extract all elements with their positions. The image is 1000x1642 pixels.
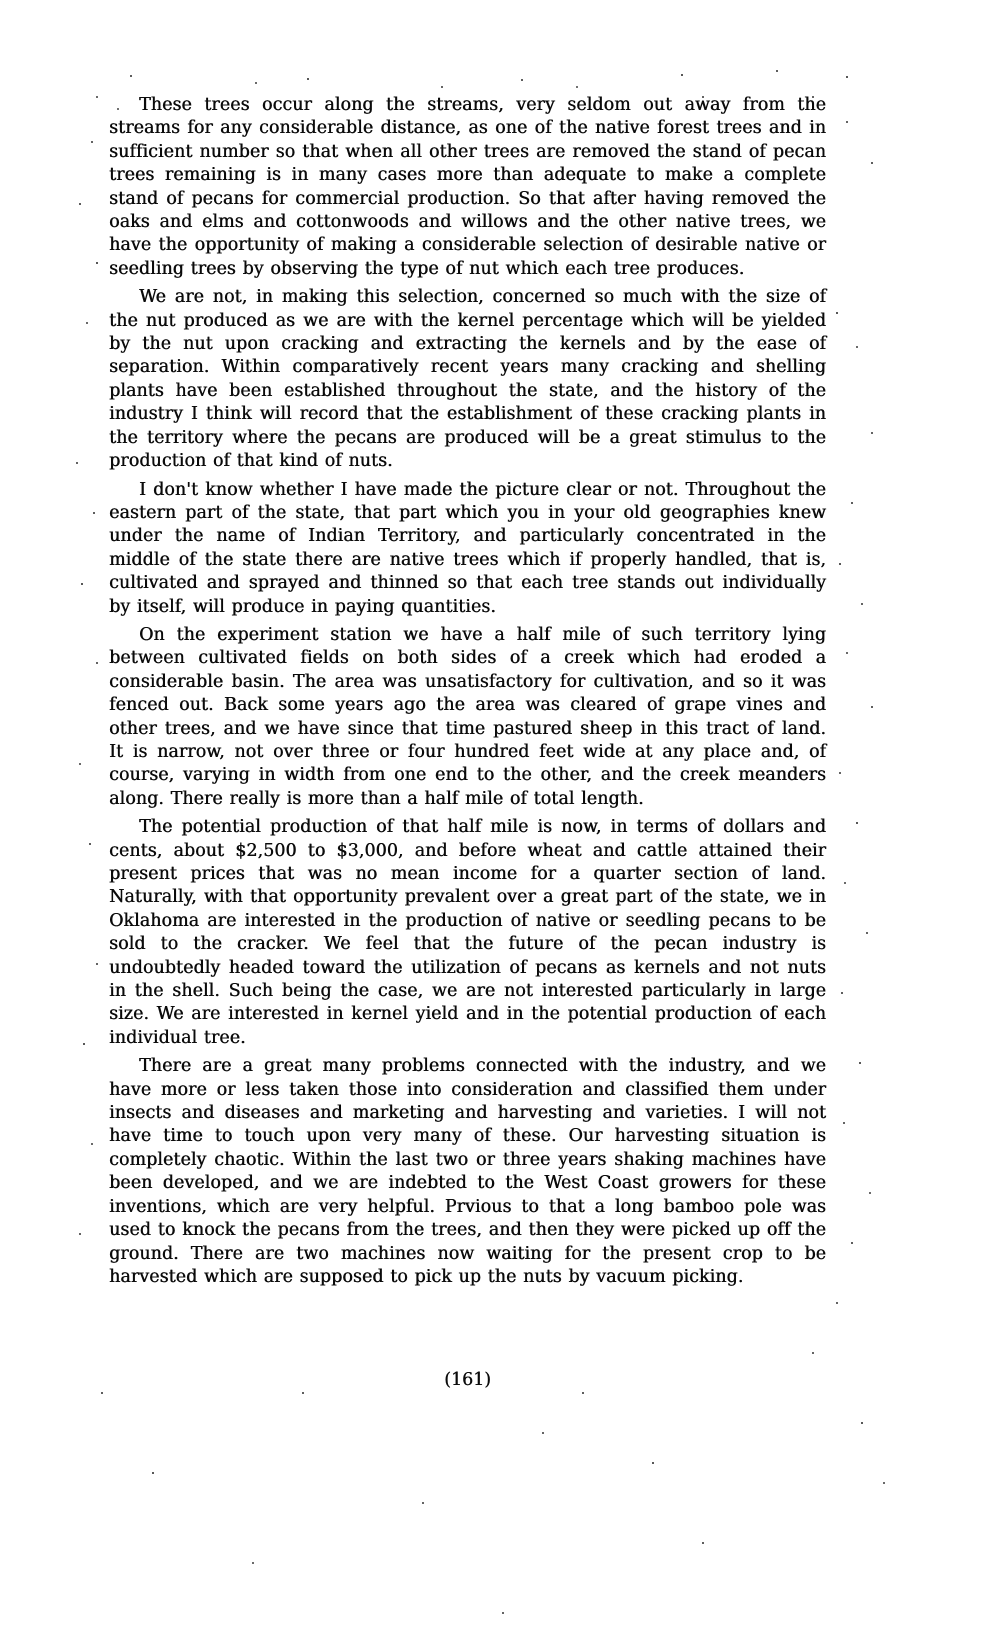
paragraph-3: I don't know whether I have made the picture clear or not. Throughout the eastern part of the state, that part which you in your old geographies knew under the name of Indian Territory, and particularly concentrated in the middle of the state there are native trees which if properly handled, that is, cultivated and sprayed and thinned so that each tree stands out individually by itself, will produce in paying quantities. bbox=[109, 479, 826, 617]
page-number: (161) bbox=[444, 1370, 491, 1390]
paragraph-6: There are a great many problems connected with the industry, and we have more or less taken those into consideration and classified them under insects and diseases and marketing and harvesting and varieties. I will not have time to touch upon very many of these. Our harvesting situation is completely chaotic. Within the last two or three years shaking machines have been developed, and we are indebted to the West Coast growers for these inventions, which are very helpful. Prvious to that a long bamboo pole was used to knock the pecans from the trees, and then they were picked up off the ground. There are two machines now waiting for the present crop to be harvested which are supposed to pick up the nuts by vacuum picking. bbox=[109, 1056, 826, 1287]
paragraph-5: The potential production of that half mile is now, in terms of dollars and cents, about $2,500 to $3,000, and before wheat and cattle attained their present prices that was no mean income for a quarter section of land. Naturally, with that opportunity prevalent over a great part of the state, we in Oklahoma are interested in the production of native or seedling pecans to be sold to the cracker. We feel that the future of the pecan industry is undoubtedly headed toward the utilization of pecans as kernels and not nuts in the shell. Such being the case, we are not interested particularly in large size. We are interested in kernel yield and in the potential production of each individual tree. bbox=[109, 817, 826, 1048]
paragraph-1: These trees occur along the streams, very seldom out away from the streams for any considerable distance, as one of the native forest trees and in sufficient number so that when all other trees are removed the stand of pecan trees remaining is in many cases more than adequate to make a complete stand of pecans for commercial production. So that after having removed the oaks and elms and cottonwoods and willows and the other native trees, we have the opportunity of making a considerable selection of desirable native or seedling trees by observing the type of nut which each tree produces. bbox=[109, 95, 826, 279]
paragraph-4: On the experiment station we have a half mile of such territory lying between cultivated fields on both sides of a creek which had eroded a considerable basin. The area was unsatisfactory for cultivation, and so it was fenced out. Back some years ago the area was cleared of grape vines and other trees, and we have since that time pastured sheep in this tract of land. It is narrow, not over three or four hundred feet wide at any place and, of course, varying in width from one end to the other, and the creek meanders along. There really is more than a half mile of total length. bbox=[109, 624, 826, 809]
paragraph-2: We are not, in making this selection, concerned so much with the size of the nut produced as we are with the kernel percentage which will be yielded by the nut upon cracking and extracting the kernels and by the ease of separation. Within comparatively recent years many cracking and shelling plants have been established throughout the state, and the history of the industry I think will record that the establishment of these cracking plants in the territory where the pecans are produced will be a great stimulus to the production of that kind of nuts. bbox=[109, 287, 826, 472]
body-text bbox=[109, 94, 826, 1289]
